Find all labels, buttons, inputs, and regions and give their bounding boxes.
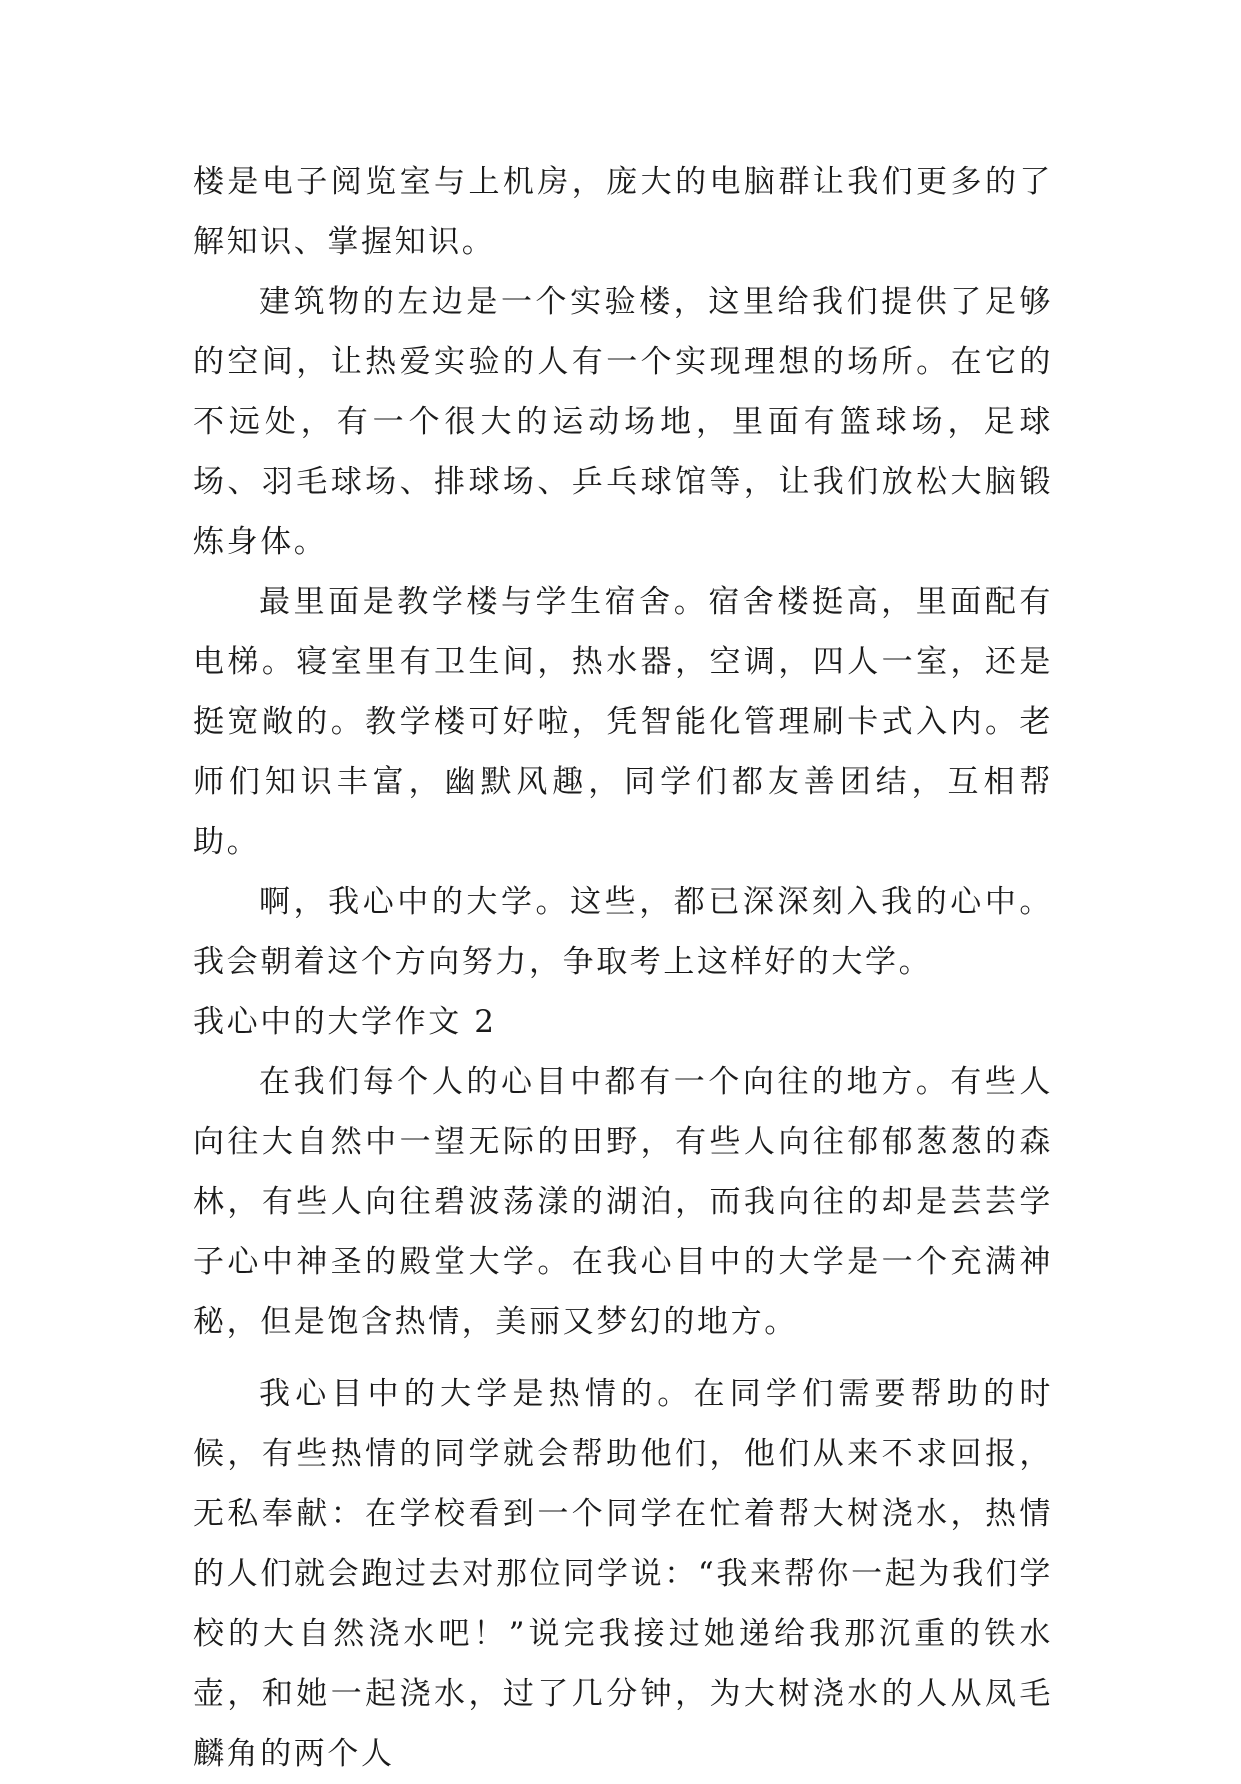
paragraph-enthusiasm: 我心目中的大学是热情的。在同学们需要帮助的时候，有些热情的同学就会帮助他们，他们从来不求回报，无私奉献：在学校看到一个同学在忙着帮大树浇水，热情的人们就会跑过去对那位同学说：“我来帮你一起为我们学校的大自然浇水吧！”说完我接过她递给我那沉重的铁水壶，和她一起浇水，过了几分钟，为大树浇水的人从凤毛麟角的两个人 bbox=[193, 1376, 1053, 1772]
paragraph-dormitory: 最里面是教学楼与学生宿舍。宿舍楼挺高，里面配有电梯。寝室里有卫生间，热水器，空调，四人一室，还是挺宽敞的。教学楼可好啦，凭智能化管理刷卡式入内。老师们知识丰富，幽默风趣，同学们都友善团结，互相帮助。 bbox=[193, 584, 1053, 860]
paragraph-lab-building: 建筑物的左边是一个实验楼，这里给我们提供了足够的空间，让热爱实验的人有一个实现理想的场所。在它的不远处，有一个很大的运动场地，里面有篮球场，足球场、羽毛球场、排球场、乒乓球馆等，让我们放松大脑锻炼身体。 bbox=[193, 284, 1053, 560]
section-heading: 我心中的大学作文 2 bbox=[193, 1004, 497, 1040]
paragraph-intro: 在我们每个人的心目中都有一个向往的地方。有些人向往大自然中一望无际的田野，有些人向往郁郁葱葱的森林，有些人向往碧波荡漾的湖泊，而我向往的却是芸芸学子心中神圣的殿堂大学。在我心目中的大学是一个充满神秘，但是饱含热情，美丽又梦幻的地方。 bbox=[193, 1064, 1053, 1340]
paragraph-library: 楼是电子阅览室与上机房，庞大的电脑群让我们更多的了解知识、掌握知识。 bbox=[193, 164, 1053, 260]
paragraph-conclusion: 啊，我心中的大学。这些，都已深深刻入我的心中。我会朝着这个方向努力，争取考上这样好的大学。 bbox=[193, 884, 1053, 980]
document-body bbox=[193, 152, 1053, 1784]
